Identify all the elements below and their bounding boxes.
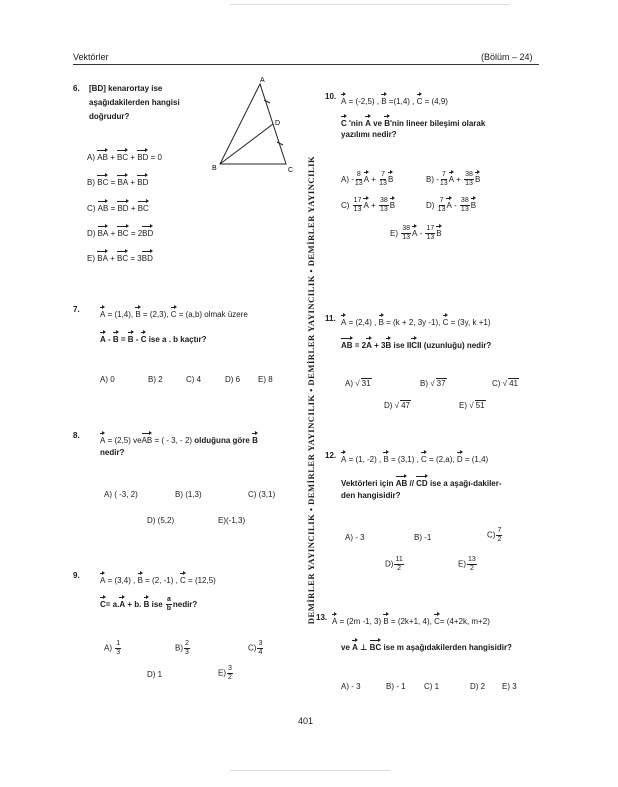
q11-option-b[interactable]: B) √ 37	[420, 379, 446, 388]
publisher-banner-text: DEMİRLER YAYINCILIK • DEMİRLER YAYINCILIK • DEMİRLER YAYINCILIK • DEMİRLER YAYINCILIK	[306, 155, 317, 625]
q10-option-e[interactable]: E) $\frac{38}{13}$ A - $\frac{17}{13}$ B	[390, 225, 442, 242]
q10-option-c[interactable]: C) $\frac{17}{13}$ A + $\frac{38}{13}$ B	[341, 197, 396, 214]
q9-option-d[interactable]: D) 1	[147, 670, 163, 679]
q13-option-d[interactable]: D) 2	[470, 682, 486, 691]
question-11	[325, 315, 336, 323]
question-11-condition: AB = 2A + 3B ise IICII (uzunluğu) nedir?	[341, 336, 491, 350]
q6-option-c[interactable]: C) AB = BD + BC	[87, 199, 149, 213]
vertex-label-c: C	[288, 167, 294, 174]
q11-option-d[interactable]: D) √ 47	[384, 401, 410, 410]
q12-option-a[interactable]: A) - 3	[345, 533, 365, 542]
q7-option-c[interactable]: C) 4	[186, 375, 202, 384]
question-8	[73, 432, 80, 440]
q7-option-e[interactable]: E) 8	[258, 375, 273, 384]
q11-option-c[interactable]: C) √ 41	[492, 379, 518, 388]
header-rule	[73, 64, 539, 65]
vertex-label-d: D	[275, 120, 281, 127]
q9-option-a[interactable]: A) $\frac{1}{3}$	[104, 640, 121, 656]
question-7-number: 7.	[73, 305, 80, 314]
question-10-text: C 'nin A ve B'nin lineer bileşimi olarak	[341, 114, 485, 128]
question-9	[73, 572, 80, 580]
q11-option-a[interactable]: A) √ 31	[345, 379, 371, 388]
q9-option-c[interactable]: C) $\frac{3}{4}$	[248, 640, 263, 656]
q7-option-d[interactable]: D) 6	[225, 375, 241, 384]
question-12-text: Vektörleri için AB // CD ise a aşağı-dakiler-	[341, 474, 502, 488]
q8-option-c[interactable]: C) (3,1)	[248, 490, 276, 499]
question-10-text-2: yazılımı nedir?	[341, 130, 397, 139]
vertex-label-a: A	[260, 77, 265, 84]
question-13-number: 13.	[316, 613, 328, 622]
question-12	[325, 452, 336, 460]
page-number: 401	[298, 716, 314, 726]
question-6-text: [BD] kenarortay ise aşağıdakilerden hangisi doğrudur?	[89, 84, 180, 121]
question-9-condition: C= a.A + b. B ise $\frac{a}{b}$ nedir?	[100, 596, 198, 613]
vertex-label-b: B	[212, 165, 217, 172]
scan-artifact	[230, 4, 510, 5]
question-6-number: 6.	[73, 84, 80, 93]
q9-option-e[interactable]: E) $\frac{3}{2}$	[218, 665, 232, 681]
q12-option-d[interactable]: D) $\frac{11}{2}$	[385, 556, 403, 572]
q7-option-b[interactable]: B) 2	[148, 375, 163, 384]
q6-option-d[interactable]: D) BA + BC = 2BD	[87, 224, 153, 238]
question-13-given: A = (2m -1, 3) B = (2k+1, 4), C= (4+2k, m+2)	[332, 612, 490, 626]
q12-option-c[interactable]: C) $\frac{7}{2}$	[487, 527, 502, 543]
question-10	[325, 93, 336, 101]
question-6	[73, 82, 213, 121]
question-12-text-2: den hangisidir?	[341, 491, 401, 500]
question-11-given: A = (2,4) , B = (k + 2, 3y -1), C = (3y, k +1)	[341, 313, 490, 327]
q8-option-e[interactable]: E)(-1,3)	[218, 516, 246, 525]
question-7	[73, 306, 80, 314]
question-13-condition: ve A ⊥ BC ise m aşağıdakilerden hangisidir?	[341, 638, 512, 652]
q8-option-b[interactable]: B) (1,3)	[175, 490, 202, 499]
page-header-section: (Bölüm – 24)	[481, 52, 533, 62]
question-8-number: 8.	[73, 431, 80, 440]
question-8-text: A = (2,5) veAB = ( - 3, - 2) olduğuna göre B	[100, 431, 258, 445]
q12-option-b[interactable]: B) -1	[414, 533, 432, 542]
q6-option-a[interactable]: A) AB + BC + BD = 0	[87, 148, 162, 162]
q8-option-d[interactable]: D) (5,2)	[147, 516, 175, 525]
question-7-given: A = (1,4), B = (2,3), C = (a,b) olmak üzere	[100, 305, 248, 319]
q10-option-a[interactable]: A) - $\frac{8}{13}$ A + $\frac{7}{13}$ B	[341, 171, 394, 188]
q10-option-b[interactable]: B) - $\frac{7}{13}$ A + $\frac{38}{13}$ B	[426, 171, 481, 188]
q8-option-a[interactable]: A) ( -3, 2)	[104, 490, 138, 499]
q7-option-a[interactable]: A) 0	[100, 375, 115, 384]
tick-mark-upper	[264, 100, 270, 103]
question-12-number: 12.	[325, 451, 337, 460]
question-7-condition: A - B = B - C ise a . b kaçtır?	[100, 330, 207, 344]
q13-option-c[interactable]: C) 1	[424, 682, 440, 691]
triangle-diagram	[206, 76, 306, 176]
question-9-given: A = (3,4) , B = (2, -1) , C = (12,5)	[100, 571, 216, 585]
page-header-title: Vektörler	[73, 52, 109, 62]
q6-option-e[interactable]: E) BA + BC = 3BD	[87, 249, 153, 263]
q13-option-b[interactable]: B) - 1	[386, 682, 406, 691]
q11-option-e[interactable]: E) √ 51	[459, 401, 485, 410]
q9-option-b[interactable]: B) $\frac{2}{3}$	[175, 640, 189, 656]
question-10-number: 10.	[325, 92, 337, 101]
q13-option-e[interactable]: E) 3	[502, 682, 517, 691]
q13-option-a[interactable]: A) - 3	[341, 682, 361, 691]
question-11-number: 11.	[325, 314, 336, 323]
question-13	[316, 614, 327, 622]
question-8-text-2: nedir?	[100, 448, 125, 457]
q10-option-d[interactable]: D) $\frac{7}{13}$ A - $\frac{38}{13}$ B	[426, 197, 477, 214]
scan-artifact-bottom	[230, 770, 390, 771]
question-9-number: 9.	[73, 571, 80, 580]
q12-option-e[interactable]: E) $\frac{13}{2}$	[458, 556, 476, 572]
median-bd	[220, 124, 273, 164]
question-10-given: A = (-2,5) , B =(1,4) , C = (4,9)	[341, 92, 448, 106]
q6-option-b[interactable]: B) BC = BA + BD	[87, 173, 148, 187]
question-12-given: A = (1, -2) , B = (3,1) , C = (2,a), D = (1,4)	[341, 450, 488, 464]
